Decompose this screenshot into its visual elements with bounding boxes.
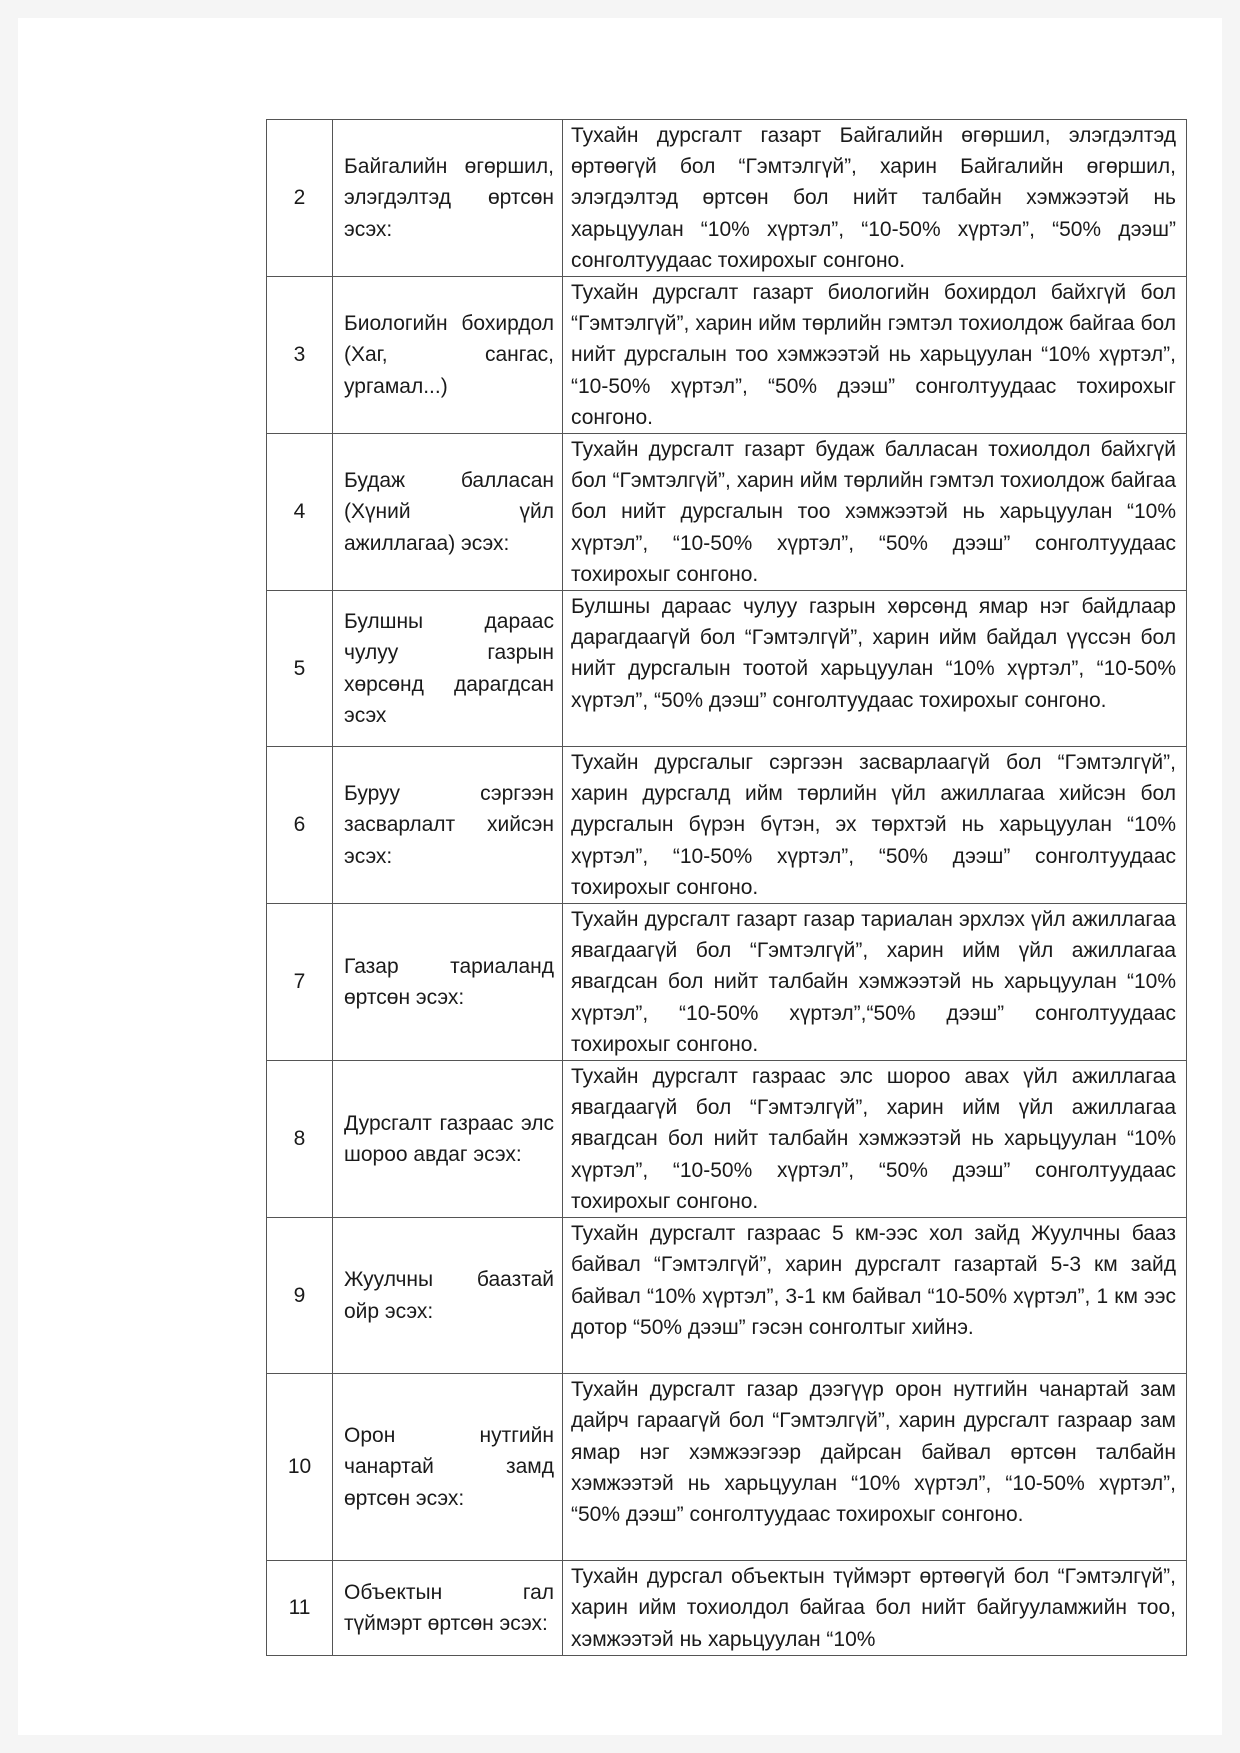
- criterion-description: Тухайн дурсгалыг сэргээн засварлаагүй бол “Гэмтэлгүй”, харин дурсгалд ийм төрлийн үйл ажиллагаа хийсэн бол дурсгалын бүрэн бүтэн, эх төрхтэй нь харьцуулан “10% хүртэл”, “10-50% хүртэл”, “50% дээш” сонголтуудаас тохирохыг сонгоно.: [563, 747, 1187, 904]
- table-row: [267, 434, 1187, 591]
- damage-criteria-table: [266, 119, 1187, 1656]
- document-page: [18, 18, 1222, 1735]
- criterion-name: Дурсгалт газраас элс шороо авдаг эсэх:: [333, 1061, 563, 1218]
- row-number: 5: [267, 591, 333, 747]
- criterion-description: Тухайн дурсгал объектын түймэрт өртөөгүй бол “Гэмтэлгүй”, харин ийм тохиолдол байгаа бол нийт байгууламжийн тоо, хэмжээтэй нь харьцуулан “10%: [563, 1561, 1187, 1656]
- criterion-name: Байгалийн өгөршил, элэгдэлтэд өртсөн эсэх:: [333, 120, 563, 277]
- row-number: 10: [267, 1374, 333, 1561]
- table-row: [267, 1374, 1187, 1561]
- table-row: [267, 277, 1187, 434]
- criterion-description: Тухайн дурсгалт газраас элс шороо авах үйл ажиллагаа явагдаагүй бол “Гэмтэлгүй”, харин ийм үйл ажиллагаа явагдсан бол нийт талбайн хэмжээтэй нь харьцуулан “10% хүртэл”, “10-50% хүртэл”, “50% дээш” сонголтуудаас тохирохыг сонгоно.: [563, 1061, 1187, 1218]
- criterion-name: Жуулчны баазтай ойр эсэх:: [333, 1218, 563, 1374]
- criterion-name: Будаж балласан (Хүний үйл ажиллагаа) эсэх:: [333, 434, 563, 591]
- table-row: [267, 1561, 1187, 1656]
- criterion-name: Булшны дараас чулуу газрын хөрсөнд дарагдсан эсэх: [333, 591, 563, 747]
- criterion-description: Тухайн дурсгалт газарт Байгалийн өгөршил, элэгдэлтэд өртөөгүй бол “Гэмтэлгүй”, харин Байгалийн өгөршил, элэгдэлтэд өртсөн бол нийт талбайн хэмжээтэй нь харьцуулан “10% хүртэл”, “10-50% хүртэл”, “50% дээш” сонголтуудаас тохирохыг сонгоно.: [563, 120, 1187, 277]
- table-row: [267, 591, 1187, 747]
- row-number: 11: [267, 1561, 333, 1656]
- criterion-name: Объектын гал түймэрт өртсөн эсэх:: [333, 1561, 563, 1656]
- table-row: [267, 747, 1187, 904]
- criterion-description: Булшны дараас чулуу газрын хөрсөнд ямар нэг байдлаар дарагдаагүй бол “Гэмтэлгүй”, харин ийм байдал үүссэн бол нийт дурсгалын тоотой харьцуулан “10% хүртэл”, “10-50% хүртэл”, “50% дээш” сонголтуудаас тохирохыг сонгоно.: [563, 591, 1187, 747]
- row-number: 2: [267, 120, 333, 277]
- table-row: [267, 904, 1187, 1061]
- table-row: [267, 1061, 1187, 1218]
- row-number: 6: [267, 747, 333, 904]
- criterion-description: Тухайн дурсгалт газарт будаж балласан тохиолдол байхгүй бол “Гэмтэлгүй”, харин ийм төрлийн гэмтэл тохиолдож байгаа бол нийт дурсгалын тоо хэмжээтэй нь харьцуулан “10% хүртэл”, “10-50% хүртэл”, “50% дээш” сонголтуудаас тохирохыг сонгоно.: [563, 434, 1187, 591]
- criterion-description: Тухайн дурсгалт газарт газар тариалан эрхлэх үйл ажиллагаа явагдаагүй бол “Гэмтэлгүй”, харин ийм үйл ажиллагаа явагдсан бол нийт талбайн хэмжээтэй нь харьцуулан “10% хүртэл”, “10-50% хүртэл”,“50% дээш” сонголтуудаас тохирохыг сонгоно.: [563, 904, 1187, 1061]
- criterion-description: Тухайн дурсгалт газраас 5 км-ээс хол зайд Жуулчны бааз байвал “Гэмтэлгүй”, харин дурсгалт газартай 5-3 км зайд байвал “10% хүртэл”, 3-1 км байвал “10-50% хүртэл”, 1 км ээс дотор “50% дээш” гэсэн сонголтыг хийнэ.: [563, 1218, 1187, 1374]
- row-number: 9: [267, 1218, 333, 1374]
- criterion-description: Тухайн дурсгалт газар дээгүүр орон нутгийн чанартай зам дайрч гараагүй бол “Гэмтэлгүй”, харин дурсгалт газраар зам ямар нэг хэмжээгээр дайрсан байвал өртсөн талбайн хэмжээтэй нь харьцуулан “10% хүртэл”, “10-50% хүртэл”, “50% дээш” сонголтуудаас тохирохыг сонгоно.: [563, 1374, 1187, 1561]
- table-row: [267, 1218, 1187, 1374]
- row-number: 4: [267, 434, 333, 591]
- row-number: 3: [267, 277, 333, 434]
- criterion-name: Буруу сэргээн засварлалт хийсэн эсэх:: [333, 747, 563, 904]
- criterion-name: Газар тариаланд өртсөн эсэх:: [333, 904, 563, 1061]
- row-number: 8: [267, 1061, 333, 1218]
- row-number: 7: [267, 904, 333, 1061]
- table-row: [267, 120, 1187, 277]
- criterion-name: Биологийн бохирдол (Хаг, сангас, ургамал...): [333, 277, 563, 434]
- criterion-description: Тухайн дурсгалт газарт биологийн бохирдол байхгүй бол “Гэмтэлгүй”, харин ийм төрлийн гэмтэл тохиолдож байгаа бол нийт дурсгалын тоо хэмжээтэй нь харьцуулан “10% хүртэл”, “10-50% хүртэл”, “50% дээш” сонголтуудаас тохирохыг сонгоно.: [563, 277, 1187, 434]
- criterion-name: Орон нутгийн чанартай замд өртсөн эсэх:: [333, 1374, 563, 1561]
